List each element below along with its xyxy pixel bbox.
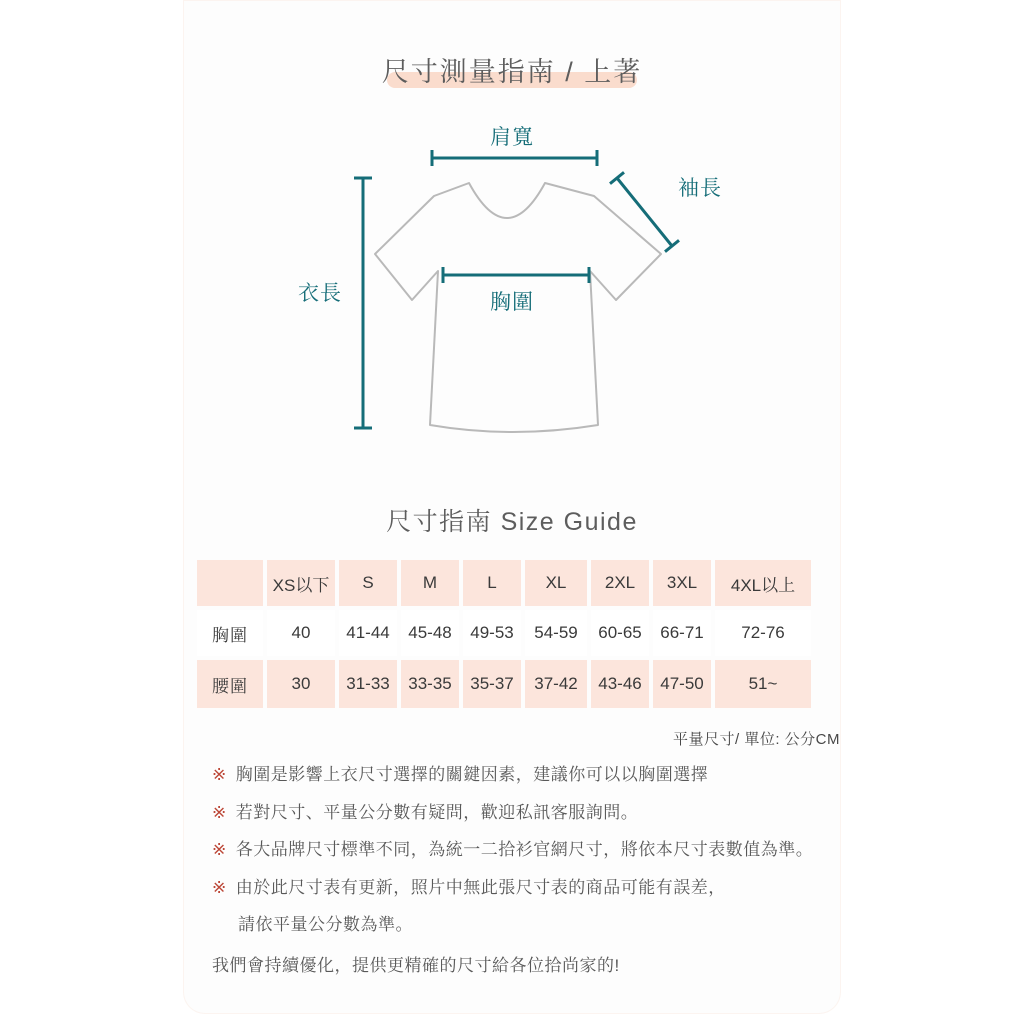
note-text: 若對尺寸、平量公分數有疑問，歡迎私訊客服詢問。 <box>235 802 639 822</box>
reference-mark-icon: ※ <box>212 840 227 859</box>
size-cell: 31-33 <box>339 660 397 708</box>
measurement-unit-note: 平量尺寸/ 單位: 公分CM <box>673 731 840 748</box>
sleeve-length-label: 袖長 <box>678 177 722 200</box>
garment-length-label: 衣長 <box>298 282 342 305</box>
garment-length-measure-line <box>354 178 372 428</box>
size-cell: 30 <box>267 660 335 708</box>
size-cell: 33-35 <box>401 660 459 708</box>
chest-row <box>197 610 811 656</box>
note-text: 由於此尺寸表有更新，照片中無此張尺寸表的商品可能有誤差， <box>235 877 726 897</box>
size-column-header: L <box>463 560 521 606</box>
size-cell: 41-44 <box>339 610 397 656</box>
chest-width-label: 胸圍 <box>490 291 534 314</box>
note-text: 胸圍是影響上衣尺寸選擇的關鍵因素，建議你可以以胸圍選擇 <box>235 765 709 784</box>
shoulder-width-measure-line <box>432 150 597 166</box>
size-column-header: M <box>401 560 459 606</box>
page-title: 尺寸測量指南 / 上著 <box>381 57 643 87</box>
size-table-corner-cell <box>197 560 263 606</box>
size-cell: 45-48 <box>401 610 459 656</box>
note-line <box>212 873 852 898</box>
waist-row <box>197 660 811 708</box>
size-cell: 43-46 <box>591 660 649 708</box>
page-header <box>0 50 1024 94</box>
row-label-waist: 腰圍 <box>197 660 263 708</box>
shoulder-width-label: 肩寬 <box>490 126 534 149</box>
notes-section <box>212 760 852 989</box>
size-column-header: 2XL <box>591 560 649 606</box>
size-cell: 35-37 <box>463 660 521 708</box>
note-text: 各大品牌尺寸標準不同，為統一二拾衫官網尺寸，將依本尺寸表數值為準。 <box>235 840 814 859</box>
note-line <box>212 798 852 823</box>
size-cell: 72-76 <box>715 610 811 656</box>
size-cell: 40 <box>267 610 335 656</box>
size-cell: 51~ <box>715 660 811 708</box>
reference-mark-icon: ※ <box>212 802 227 822</box>
note-line <box>212 835 852 860</box>
size-column-header: 4XL以上 <box>715 560 811 606</box>
note-continuation: 請依平量公分數為準。 <box>238 915 413 934</box>
size-cell: 66-71 <box>653 610 711 656</box>
reference-mark-icon: ※ <box>212 877 227 897</box>
reference-mark-icon: ※ <box>212 765 227 784</box>
size-table <box>193 556 815 712</box>
size-cell: 37-42 <box>525 660 587 708</box>
size-cell: 49-53 <box>463 610 521 656</box>
row-label-chest: 胸圍 <box>197 610 263 656</box>
size-column-header: 3XL <box>653 560 711 606</box>
size-column-header: S <box>339 560 397 606</box>
size-column-header: XL <box>525 560 587 606</box>
tshirt-measurement-diagram <box>280 115 750 455</box>
chest-width-measure-line <box>443 267 589 283</box>
size-table-header-row <box>197 560 811 606</box>
closing-note: 我們會持續優化，提供更精確的尺寸給各位拾尚家的! <box>212 956 620 975</box>
note-line <box>212 760 852 785</box>
size-cell: 54-59 <box>525 610 587 656</box>
size-cell: 47-50 <box>653 660 711 708</box>
size-column-header: XS以下 <box>267 560 335 606</box>
size-guide-heading: 尺寸指南 Size Guide <box>386 508 638 536</box>
size-cell: 60-65 <box>591 610 649 656</box>
